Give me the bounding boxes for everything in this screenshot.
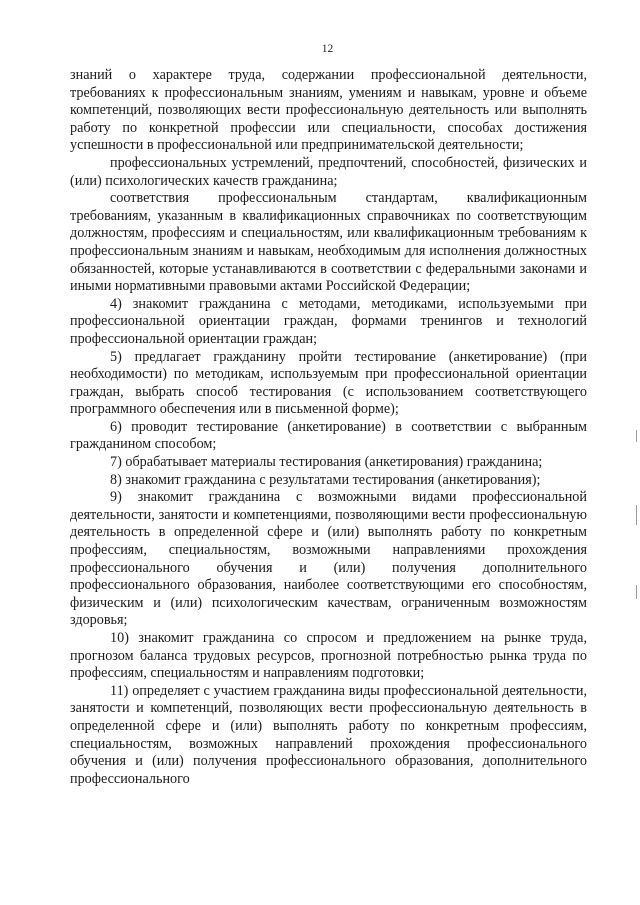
paragraph-item-4: 4) знакомит гражданина с методами, методиками, используемыми при профессиональной ориентации граждан, формами тренингов и технологий профессиональной ориентации граждан; — [70, 295, 587, 347]
paragraph-aspirations: профессиональных устремлений, предпочтений, способностей, физических и (или) психологических качеств гражданина; — [70, 154, 587, 189]
paragraph-compliance: соответствия профессиональным стандартам, квалификационным требованиям, указанным в квалификационных справочниках по соответствующим должностям, профессиям и специальностям, или квалификационным требованиям к профессиональным знаниям и навыкам, необходимым для исполнения должностных обязанностей, которые устанавливаются в соответствии с федеральными законами и иными нормативными правовыми актами Российской Федерации; — [70, 190, 587, 295]
paragraph-item-9: 9) знакомит гражданина с возможными видами профессиональной деятельности, занятости и компетенциями, позволяющими вести профессиональную деятельность в определенной сфере и (или) выполнять работу по конкретным профессиям, специальностям, возможными направлениями прохождения профессионального обучения и (или) получения дополнительного профессионального образования, наиболее соответствующими его способностям, физическим и (или) психологическим качествам, ограниченным возможностям здоровья; — [70, 489, 587, 629]
document-body — [70, 67, 587, 788]
scan-edge-mark — [636, 585, 637, 599]
paragraph-item-11: 11) определяет с участием гражданина виды профессиональной деятельности, занятости и компетенций, позволяющих вести профессиональную деятельность в определенной сфере и (или) выполнять работу по конкретным профессиям, специальностям, возможных направлений прохождения профессионального обучения и (или) получения профессионального образования, дополнительного профессионального — [70, 682, 587, 787]
scan-edge-mark — [636, 505, 637, 525]
paragraph-item-8: 8) знакомит гражданина с результатами тестирования (анкетирования); — [110, 471, 541, 488]
page-number: 12 — [321, 43, 334, 55]
paragraph-item-5: 5) предлагает гражданину пройти тестирование (анкетирование) (при необходимости) по методикам, используемым при профессиональной ориентации граждан, выбрать способ тестирования (с использованием соответствующего программного обеспечения или в письменной форме); — [70, 348, 587, 418]
paragraph-knowledge: знаний о характере труда, содержании профессиональной деятельности, требованиях к профессиональным знаниям, умениям и навыкам, уровне и объеме компетенций, позволяющих вести профессиональную деятельность или выполнять работу по конкретной профессии или специальности, способах достижения успешности в профессиональной или предпринимательской деятельности; — [70, 67, 587, 154]
scan-edge-mark — [636, 430, 637, 442]
paragraph-item-6: 6) проводит тестирование (анкетирование) в соответствии с выбранным гражданином способом; — [70, 418, 587, 453]
paragraph-item-10: 10) знакомит гражданина со спросом и предложением на рынке труда, прогнозом баланса трудовых ресурсов, прогнозной потребностью рынка труда по профессиям, специальностям и направлениям подготовки; — [70, 630, 587, 682]
paragraph-item-7: 7) обрабатывает материалы тестирования (анкетирования) гражданина; — [110, 454, 543, 471]
